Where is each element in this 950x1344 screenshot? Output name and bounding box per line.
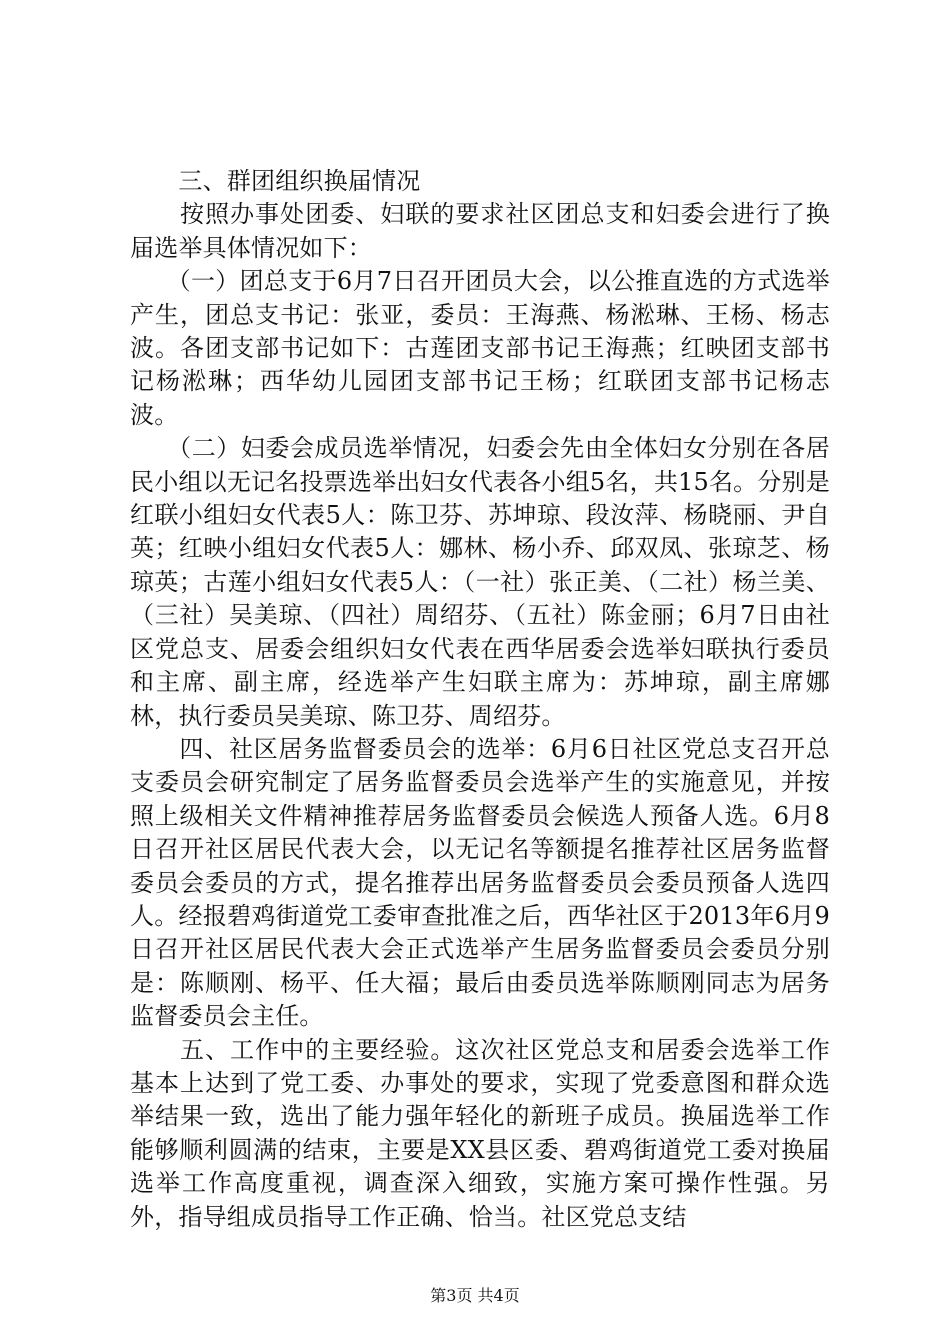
document-body (130, 165, 830, 1234)
page-number-footer: 第3页 共4页 (430, 1286, 520, 1305)
section-heading-3: 三、群团组织换届情况 (130, 167, 421, 195)
paragraph-main-experience: 五、工作中的主要经验。这次社区党总支和居委会选举工作基本上达到了党工委、办事处的要求，实现了党委意图和群众选举结果一致，选出了能力强年轻化的新班子成员。换届选举工作能够顺利圆满的结束，主要是XX县区委、碧鸡街道党工委对换届选举工作高度重视，调查深入细致，实施方案可操作性强。另外，指导组成员指导工作正确、恰当。社区党总支结 (130, 1035, 830, 1231)
paragraph-supervision-committee: 四、社区居务监督委员会的选举：6月6日社区党总支召开总支委员会研究制定了居务监督委员会选举产生的实施意见，并按照上级相关文件精神推荐居务监督委员会候选人预备人选。6月8日召开社区居民代表大会，以无记名等额提名推荐社区居务监督委员会委员的方式，提名推荐出居务监督委员会委员预备人选四人。经报碧鸡街道党工委审查批准之后，西华社区于2013年6月9日召开社区居民代表大会正式选举产生居务监督委员会委员分别是：陈顺刚、杨平、任大福；最后由委员选举陈顺刚同志为居务监督委员会主任。 (130, 734, 830, 1031)
paragraph-intro: 按照办事处团委、妇联的要求社区团总支和妇委会进行了换届选举具体情况如下： (130, 200, 830, 262)
paragraph-youth-league: （一）团总支于6月7日召开团员大会，以公推直选的方式选举产生，团总支书记：张亚，委员：王海燕、杨淞琳、王杨、杨志波。各团支部书记如下：古莲团支部书记王海燕；红映团支部书记杨淞琳；西华幼儿园团支部书记王杨；红联团支部书记杨志波。 (130, 267, 830, 429)
paragraph-women-committee: （二）妇委会成员选举情况，妇委会先由全体妇女分别在各居民小组以无记名投票选举出妇女代表各小组5名，共15名。分别是红联小组妇女代表5人：陈卫芬、苏坤琼、段汝萍、杨晓丽、尹自英；红映小组妇女代表5人：娜林、杨小乔、邱双凤、张琼芝、杨琼英；古莲小组妇女代表5人：（一社）张正美、（二社）杨兰美、（三社）吴美琼、（四社）周绍芬、（五社）陈金丽；6月7日由社区党总支、居委会组织妇女代表在西华居委会选举妇联执行委员和主席、副主席，经选举产生妇联主席为：苏坤琼，副主席娜林，执行委员吴美琼、陈卫芬、周绍芬。 (130, 434, 830, 730)
